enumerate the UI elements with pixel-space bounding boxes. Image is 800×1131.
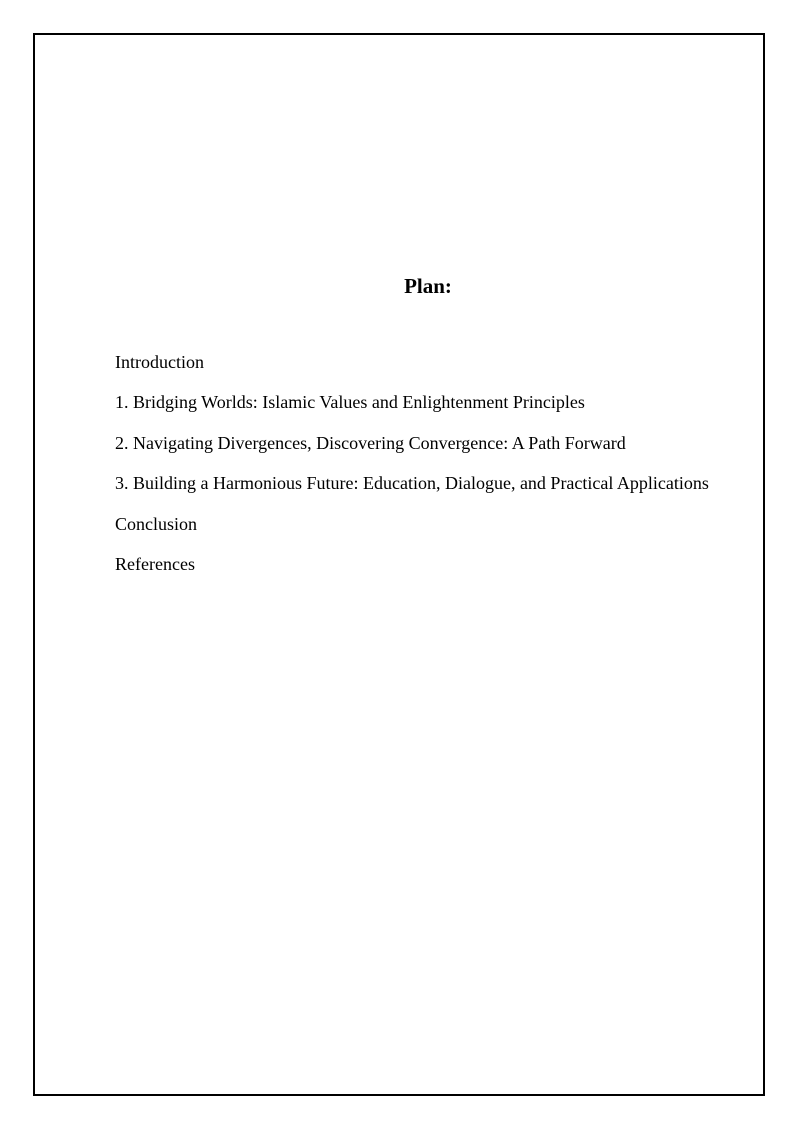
table-of-contents bbox=[115, 350, 765, 592]
page-title: Plan: bbox=[404, 274, 452, 298]
toc-item-references: References bbox=[115, 553, 195, 574]
toc-item-section-2: 2. Navigating Divergences, Discovering Convergence: A Path Forward bbox=[115, 432, 626, 453]
toc-item-conclusion: Conclusion bbox=[115, 513, 198, 534]
toc-item-section-1: 1. Bridging Worlds: Islamic Values and Enlightenment Principles bbox=[115, 392, 585, 413]
toc-item-section-3: 3. Building a Harmonious Future: Education, Dialogue, and Practical Applications bbox=[115, 473, 709, 494]
toc-item-introduction: Introduction bbox=[115, 352, 204, 372]
